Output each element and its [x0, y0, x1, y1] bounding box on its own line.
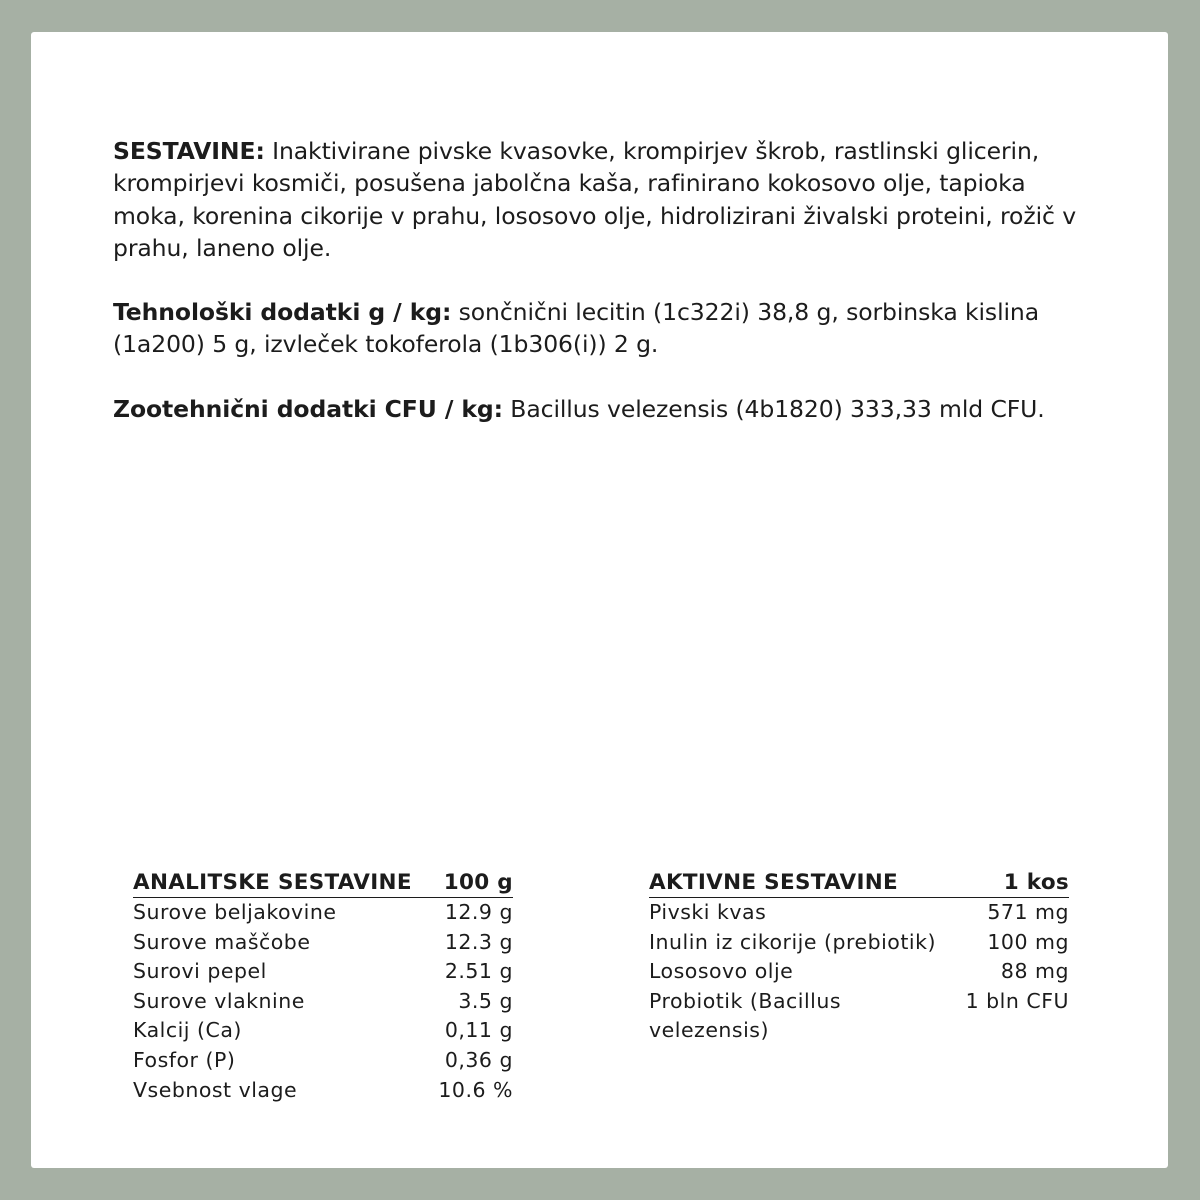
zootechnical-additives-paragraph: [113, 393, 1088, 425]
row-value: 0,11 g: [444, 1018, 513, 1043]
row-name: Probiotik (Bacillus velezensis): [649, 988, 842, 1043]
row-name: Kalcij (Ca): [133, 1018, 242, 1043]
row-name: Surove vlaknine: [133, 988, 305, 1013]
row-value: 88 mg: [1000, 959, 1069, 984]
zootechnical-additives-text: Bacillus velezensis (4b1820) 333,33 mld CFU.: [502, 395, 1045, 423]
row-value: 3.5 g: [458, 988, 513, 1013]
row-value: 12.9 g: [444, 900, 513, 924]
row-value: 100 mg: [987, 929, 1069, 954]
ingredients-paragraph: [113, 135, 1088, 265]
table-header-title: ANALITSKE SESTAVINE: [133, 870, 412, 895]
table-header-unit: 100 g: [443, 870, 513, 895]
row-value: 0,36 g: [444, 1047, 513, 1072]
row-name: Inulin iz cikorije (prebiotik): [649, 929, 936, 954]
table-row: [649, 987, 1069, 1046]
table-header-unit: 1 kos: [1003, 870, 1069, 895]
ingredients-text: Inaktivirane pivske kvasovke, krompirjev škrob, rastlinski glicerin, krompirjevi kosmiči, posušena jabolčna kaša, rafinirano kokosovo olje, tapioka moka, korenina cikorije v prahu, lososovo olje, hidrolizirani živalski proteini, rožič v prahu, laneno olje.: [113, 137, 1076, 263]
table-row: [133, 987, 513, 1017]
row-name: Surove maščobe: [133, 929, 311, 954]
row-name: Fosfor (P): [133, 1047, 236, 1072]
technological-additives-paragraph: [113, 296, 1088, 361]
ingredients-label: SESTAVINE:: [113, 137, 265, 165]
row-name: Surovi pepel: [133, 959, 267, 984]
table-header: [649, 870, 1069, 898]
table-row: [133, 928, 513, 958]
row-name: Lososovo olje: [649, 959, 794, 984]
active-ingredients-table: [649, 870, 1069, 1046]
table-row: [133, 957, 513, 987]
table-row: [133, 1046, 513, 1076]
label-card: [31, 32, 1168, 1168]
row-name: Surove beljakovine: [133, 900, 337, 924]
table-header-title: AKTIVNE SESTAVINE: [649, 870, 899, 895]
table-row: [133, 898, 513, 928]
row-value: 2.51 g: [444, 959, 513, 984]
row-name: Vsebnost vlage: [133, 1077, 298, 1102]
zootechnical-additives-label: Zootehnični dodatki CFU / kg:: [113, 395, 503, 423]
technological-additives-text: sončnični lecitin (1c322i) 38,8 g, sorbinska kislina (1a200) 5 g, izvleček tokoferola (1b306(i)) 2 g.: [113, 298, 1040, 359]
row-name: Pivski kvas: [649, 900, 767, 924]
table-row: [649, 957, 1069, 987]
analytic-constituents-table: [133, 870, 513, 1105]
table-header: [133, 870, 513, 898]
row-value: 12.3 g: [444, 929, 513, 954]
row-value: 571 mg: [987, 900, 1069, 924]
table-row: [133, 1016, 513, 1046]
table-row: [649, 898, 1069, 928]
row-value: 10.6 %: [438, 1077, 513, 1102]
table-row: [649, 928, 1069, 958]
row-value: 1 bln CFU: [965, 988, 1069, 1013]
table-row: [133, 1076, 513, 1106]
technological-additives-label: Tehnološki dodatki g / kg:: [113, 298, 452, 326]
